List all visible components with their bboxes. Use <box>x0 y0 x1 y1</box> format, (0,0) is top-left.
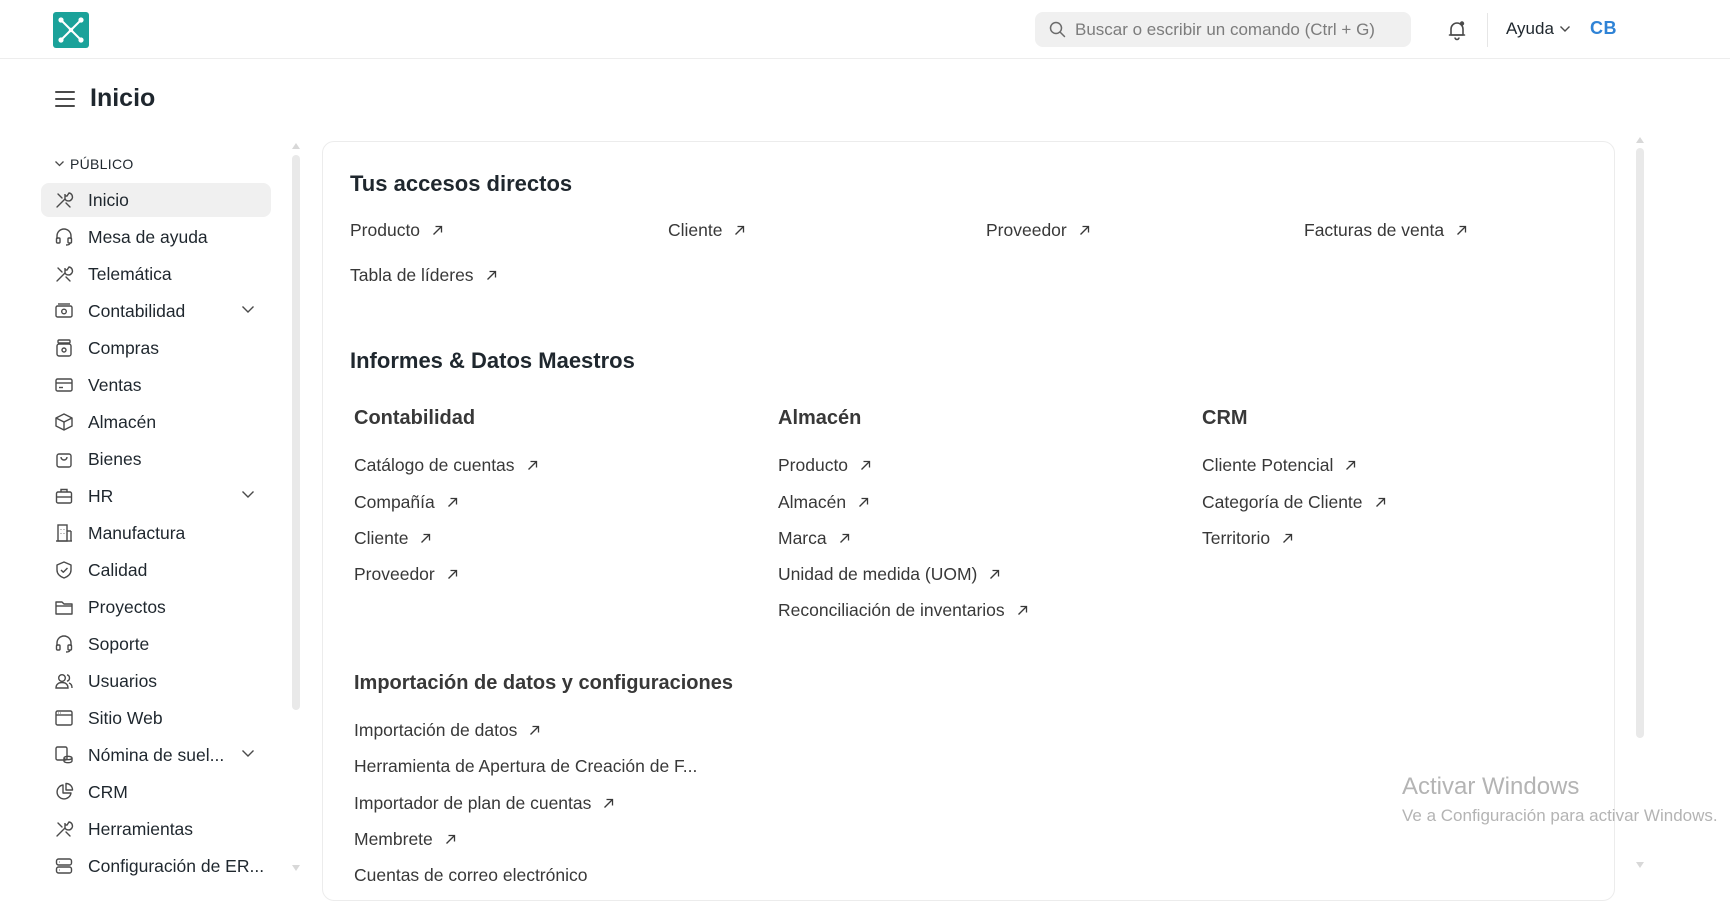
box-icon <box>53 411 75 433</box>
report-link-label: Categoría de Cliente <box>1202 492 1363 512</box>
card-title-contabilidad: Contabilidad <box>354 407 476 429</box>
sidebar-item-crm[interactable] <box>41 775 271 809</box>
report-link-label: Compañía <box>354 492 435 512</box>
headset-icon <box>53 226 75 248</box>
report-link[interactable] <box>354 865 587 886</box>
logo-icon <box>56 15 86 45</box>
arrow-up-right-icon <box>1079 225 1090 236</box>
sidebar-item-proyectos[interactable] <box>41 590 271 624</box>
report-link[interactable] <box>354 756 697 777</box>
report-link-label: Unidad de medida (UOM) <box>778 564 978 584</box>
card-title-crm: CRM <box>1202 407 1248 429</box>
arrow-up-right-icon <box>1017 605 1028 616</box>
sidebar-item-label: Calidad <box>88 559 148 580</box>
sidebar-item-label: Contabilidad <box>88 300 186 321</box>
sidebar-item-label: Proyectos <box>88 596 166 617</box>
main-scroll-up[interactable] <box>1636 137 1644 143</box>
help-label: Ayuda <box>1506 19 1554 38</box>
chevron-down-icon[interactable] <box>241 749 255 758</box>
sidebar-item-label: Bienes <box>88 448 142 469</box>
report-link[interactable] <box>778 600 1028 621</box>
shortcut-label: Producto <box>350 220 421 240</box>
report-link-label: Almacén <box>778 492 847 512</box>
windows-watermark-title: Activar Windows <box>1402 773 1580 800</box>
report-link[interactable] <box>354 528 431 549</box>
sidebar-item-hr[interactable] <box>41 479 271 513</box>
report-link-label: Cuentas de correo electrónico <box>354 865 588 885</box>
card-title-almacen: Almacén <box>778 407 862 429</box>
sidebar-item-contabilidad[interactable] <box>41 294 271 328</box>
sidebar-item-inicio[interactable] <box>41 183 271 217</box>
shortcut-label: Facturas de venta <box>1304 220 1445 240</box>
report-link[interactable] <box>778 564 1000 585</box>
shortcut-link[interactable] <box>350 220 443 241</box>
navbar-divider <box>1487 13 1488 47</box>
report-link-label: Proveedor <box>354 564 435 584</box>
notifications-button[interactable] <box>1446 19 1468 41</box>
report-link[interactable] <box>778 455 871 476</box>
sidebar-item-label: Ventas <box>88 374 142 395</box>
top-navbar <box>0 0 1730 59</box>
report-link[interactable] <box>354 793 614 814</box>
report-link-label: Cliente Potencial <box>1202 455 1334 475</box>
search-placeholder: Buscar o escribir un comando (Ctrl + G) <box>1075 19 1375 39</box>
arrow-up-right-icon <box>1345 460 1356 471</box>
arrow-up-right-icon <box>420 533 431 544</box>
sidebar-item-bienes[interactable] <box>41 442 271 476</box>
main-scroll-down[interactable] <box>1636 862 1644 868</box>
sidebar-item-ventas[interactable] <box>41 368 271 402</box>
user-avatar[interactable]: CB <box>1590 18 1617 38</box>
page-header <box>55 84 155 113</box>
report-link-label: Reconciliación de inventarios <box>778 600 1005 620</box>
report-link-label: Catálogo de cuentas <box>354 455 515 475</box>
arrow-up-right-icon <box>1375 497 1386 508</box>
report-link[interactable] <box>778 492 869 513</box>
report-link[interactable] <box>778 528 850 549</box>
tools-icon <box>53 263 75 285</box>
sidebar-scrollbar[interactable] <box>292 155 300 710</box>
app-logo[interactable] <box>53 12 89 48</box>
report-link-label: Membrete <box>354 829 433 849</box>
money-icon <box>53 300 75 322</box>
briefcase-icon <box>53 485 75 507</box>
page-title: Inicio <box>90 84 156 112</box>
sidebar-item-label: Manufactura <box>88 522 186 543</box>
arrow-up-right-icon <box>1282 533 1293 544</box>
reports-title: Informes & Datos Maestros <box>350 348 635 373</box>
sidebar-item-mesa-de-ayuda[interactable] <box>41 220 271 254</box>
windows-watermark-subtitle: Ve a Configuración para activar Windows. <box>1402 806 1718 825</box>
sidebar-item-label: Compras <box>88 337 159 358</box>
sidebar-item-telematica[interactable] <box>41 257 271 291</box>
sidebar-item-label: Nómina de suel... <box>88 744 225 765</box>
sidebar-item-label: Telemática <box>88 263 172 284</box>
coins-icon <box>53 744 75 766</box>
report-link-label: Territorio <box>1202 528 1271 548</box>
shortcuts-title: Tus accesos directos <box>350 171 573 196</box>
report-link-label: Producto <box>778 455 849 475</box>
chevron-down-icon[interactable] <box>241 490 255 499</box>
report-link[interactable] <box>354 564 458 585</box>
sidebar-item-label: HR <box>88 485 114 506</box>
help-dropdown[interactable] <box>1506 19 1571 39</box>
search-bar[interactable] <box>1035 12 1411 47</box>
sidebar-item-label: Usuarios <box>88 670 158 691</box>
report-link-label: Cliente <box>354 528 409 548</box>
building-icon <box>53 522 75 544</box>
report-link-label: Marca <box>778 528 827 548</box>
report-link[interactable] <box>354 829 456 850</box>
sidebar-item-herramientas[interactable] <box>41 812 271 846</box>
arrow-up-right-icon <box>858 497 869 508</box>
database-icon <box>53 855 75 877</box>
sidebar-item-label: CRM <box>88 781 128 802</box>
jar-icon <box>53 337 75 359</box>
chevron-down-icon <box>54 160 65 168</box>
shortcut-link[interactable] <box>1304 220 1467 241</box>
report-link-label: Importador de plan de cuentas <box>354 793 592 813</box>
card-icon <box>53 374 75 396</box>
shortcut-link[interactable] <box>350 265 497 286</box>
arrow-up-right-icon <box>1456 225 1467 236</box>
report-link[interactable] <box>1202 455 1356 476</box>
folder-icon <box>53 596 75 618</box>
arrow-up-right-icon <box>486 270 497 281</box>
arrow-up-right-icon <box>529 725 540 736</box>
sidebar-item-calidad[interactable] <box>41 553 271 587</box>
report-link-label: Importación de datos <box>354 720 518 740</box>
shield-check-icon <box>53 559 75 581</box>
arrow-up-right-icon <box>860 460 871 471</box>
arrow-up-right-icon <box>839 533 850 544</box>
sidebar-item-configuracion[interactable] <box>41 849 271 883</box>
arrow-up-right-icon <box>447 497 458 508</box>
report-link[interactable] <box>1202 528 1293 549</box>
shortcut-label: Proveedor <box>986 220 1067 240</box>
shortcut-label: Cliente <box>668 220 723 240</box>
sidebar-item-label: Sitio Web <box>88 707 163 728</box>
sidebar-item-label: Inicio <box>88 189 129 210</box>
report-link[interactable] <box>354 720 540 741</box>
sidebar-item-almacen[interactable] <box>41 405 271 439</box>
main-scrollbar[interactable] <box>1636 148 1644 738</box>
sidebar-scroll-down[interactable] <box>292 865 300 871</box>
sidebar-item-compras[interactable] <box>41 331 271 365</box>
sidebar-section-label: PÚBLICO <box>70 156 134 172</box>
report-link[interactable] <box>1202 492 1386 513</box>
sidebar <box>40 145 272 876</box>
tools-icon <box>53 189 75 211</box>
users-icon <box>53 670 75 692</box>
arrow-up-right-icon <box>734 225 745 236</box>
sidebar-section-public[interactable] <box>54 156 134 172</box>
sidebar-item-usuarios[interactable] <box>41 664 271 698</box>
sidebar-item-label: Mesa de ayuda <box>88 226 208 247</box>
search-icon <box>1049 21 1066 38</box>
sidebar-item-label: Herramientas <box>88 818 194 839</box>
sidebar-toggle-icon[interactable] <box>55 91 75 107</box>
arrow-up-right-icon <box>527 460 538 471</box>
browser-icon <box>53 707 75 729</box>
shortcut-link[interactable] <box>986 220 1090 241</box>
sidebar-item-label: Configuración de ER... <box>88 855 265 876</box>
sidebar-item-label: Soporte <box>88 633 150 654</box>
card-title-import: Importación de datos y configuraciones <box>354 672 733 694</box>
arrow-up-right-icon <box>603 798 614 809</box>
sidebar-scroll-up[interactable] <box>292 143 300 149</box>
report-link[interactable] <box>354 492 458 513</box>
arrow-up-right-icon <box>432 225 443 236</box>
sidebar-item-label: Almacén <box>88 411 157 432</box>
chevron-down-icon <box>1559 25 1571 33</box>
sidebar-item-soporte[interactable] <box>41 627 271 661</box>
arrow-up-right-icon <box>447 569 458 580</box>
shortcut-link[interactable] <box>668 220 745 241</box>
tools-icon <box>53 818 75 840</box>
chevron-down-icon[interactable] <box>241 305 255 314</box>
report-link-label: Herramienta de Apertura de Creación de F... <box>354 756 698 776</box>
arrow-up-right-icon <box>445 834 456 845</box>
headset-icon <box>53 633 75 655</box>
arrow-up-right-icon <box>989 569 1000 580</box>
pie-chart-icon <box>53 781 75 803</box>
report-link[interactable] <box>354 455 538 476</box>
bag-icon <box>53 448 75 470</box>
sidebar-item-sitio-web[interactable] <box>41 701 271 735</box>
sidebar-item-nomina[interactable] <box>41 738 271 772</box>
bell-icon <box>1446 19 1468 41</box>
shortcut-label: Tabla de líderes <box>350 265 474 285</box>
sidebar-item-manufactura[interactable] <box>41 516 271 550</box>
